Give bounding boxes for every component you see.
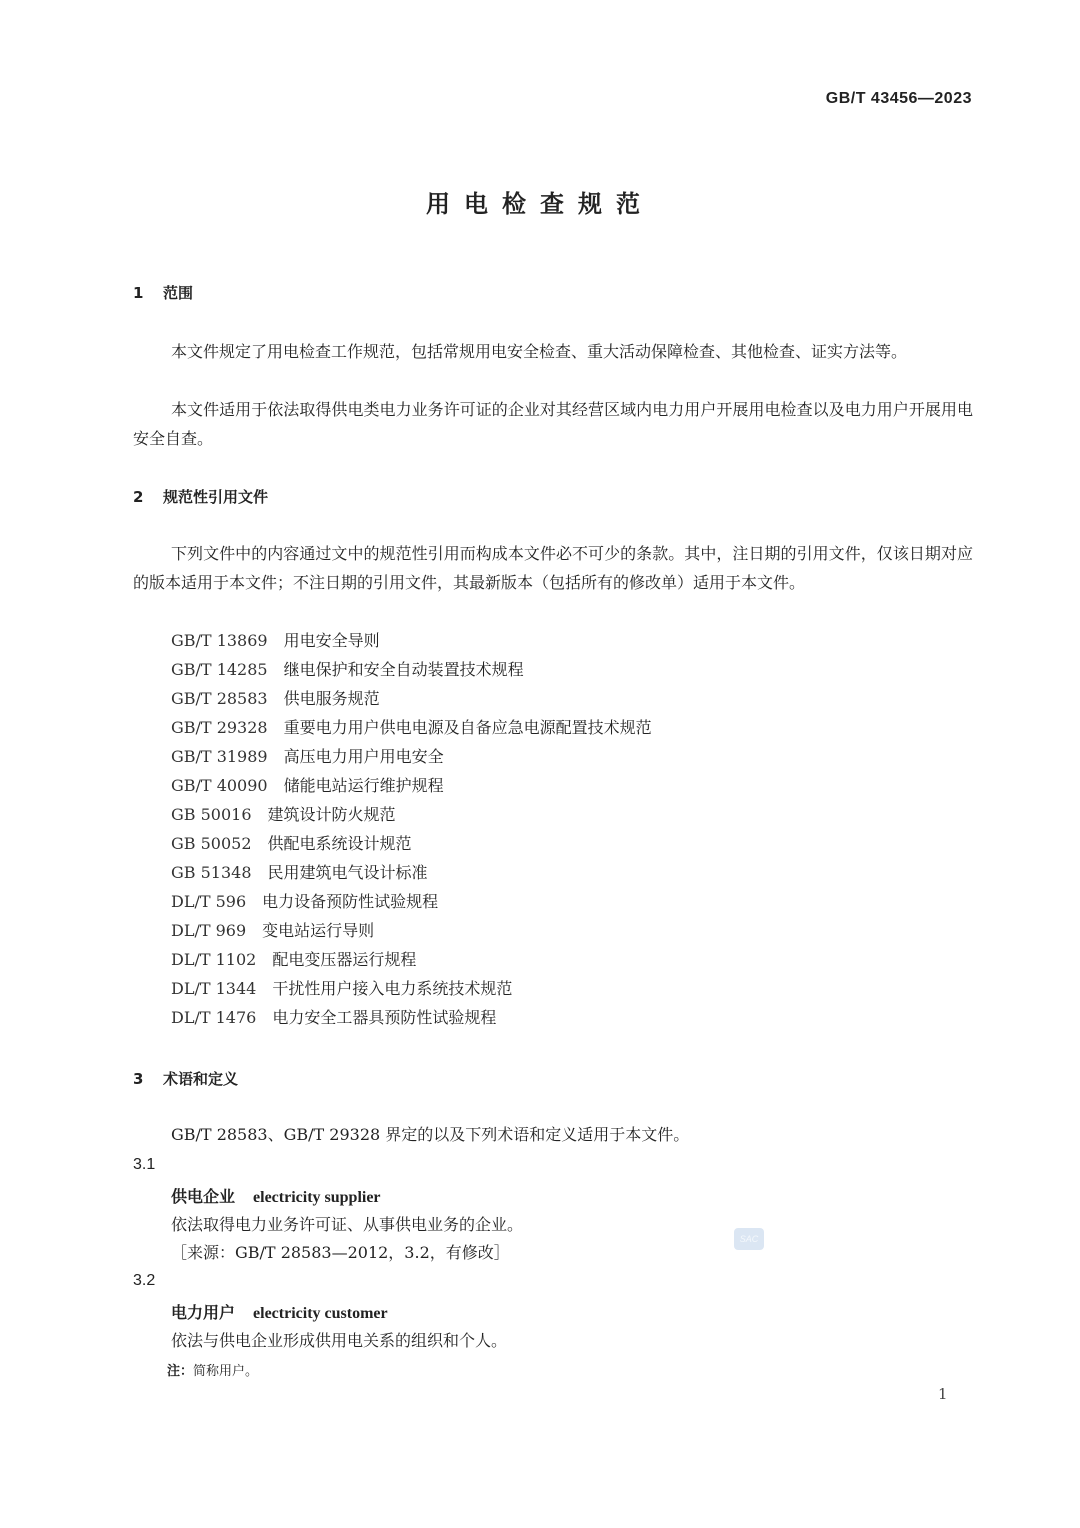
references-intro: 下列文件中的内容通过文中的规范性引用而构成本文件必不可少的条款。其中，注日期的引用文件，仅该日期对应的版本适用于本文件；不注日期的引用文件，其最新版本（包括所有的修改单）适用于本文件。 [133,544,973,592]
reference-code: GB/T 31989 [171,747,268,766]
section-title: 规范性引用文件 [163,488,269,506]
term-entry [171,1184,381,1207]
reference-item [171,655,652,684]
term-chinese: 电力用户 [171,1303,236,1322]
terms-intro: GB/T 28583、GB/T 29328 界定的以及下列术语和定义适用于本文件。 [171,1125,690,1144]
section-3-heading [133,1068,238,1089]
reference-item [171,858,652,887]
term-note [167,1360,258,1379]
reference-code: GB/T 29328 [171,718,268,737]
reference-item [171,800,652,829]
reference-title: 用电安全导则 [283,631,380,650]
term-definition: 依法与供电企业形成供用电关系的组织和个人。 [171,1331,508,1350]
sac-watermark: SAC [734,1228,764,1250]
clause-number: 3.2 [133,1272,156,1289]
term-english: electricity supplier [253,1189,381,1206]
reference-item [171,771,652,800]
reference-code: DL/T 969 [171,921,247,940]
reference-item [171,742,652,771]
document-title: 用电检查规范 [426,190,654,218]
reference-title: 供电服务规范 [283,689,380,708]
reference-code: GB/T 14285 [171,660,268,679]
reference-code: GB/T 28583 [171,689,268,708]
standard-code: GB/T 43456—2023 [825,90,972,107]
reference-item [171,713,652,742]
reference-item [171,1003,652,1032]
reference-title: 储能电站运行维护规程 [283,776,444,795]
section-title: 术语和定义 [163,1070,239,1088]
term-chinese: 供电企业 [171,1187,236,1206]
section-number: 3 [133,1070,144,1088]
reference-item [171,684,652,713]
reference-title: 重要电力用户供电电源及自备应急电源配置技术规范 [283,718,652,737]
reference-title: 供配电系统设计规范 [267,834,412,853]
term-source: ［来源：GB/T 28583—2012，3.2，有修改］ [171,1243,510,1262]
reference-item [171,916,652,945]
reference-code: GB/T 13869 [171,631,268,650]
reference-list [171,626,652,1032]
reference-code: GB 50016 [171,805,252,824]
reference-title: 高压电力用户用电安全 [283,747,444,766]
note-label: 注： [167,1364,194,1379]
term-definition: 依法取得电力业务许可证、从事供电业务的企业。 [171,1215,524,1234]
reference-code: DL/T 1476 [171,1008,257,1027]
reference-title: 电力安全工器具预防性试验规程 [272,1008,497,1027]
scope-paragraph-1: 本文件规定了用电检查工作规范，包括常规用电安全检查、重大活动保障检查、其他检查、证实方法等。 [171,342,908,361]
term-english: electricity customer [253,1305,388,1322]
reference-code: DL/T 596 [171,892,247,911]
reference-title: 建筑设计防火规范 [267,805,396,824]
reference-code: GB/T 40090 [171,776,268,795]
reference-code: DL/T 1102 [171,950,257,969]
reference-code: DL/T 1344 [171,979,257,998]
reference-title: 配电变压器运行规程 [272,950,417,969]
term-entry [171,1300,388,1323]
page-number: 1 [938,1385,948,1403]
section-1-heading [133,282,193,303]
reference-item [171,974,652,1003]
section-number: 1 [133,284,144,302]
reference-item [171,945,652,974]
scope-paragraph-2: 本文件适用于依法取得供电类电力业务许可证的企业对其经营区域内电力用户开展用电检查以及电力用户开展用电安全自查。 [133,400,973,448]
clause-number: 3.1 [133,1156,156,1173]
reference-title: 电力设备预防性试验规程 [262,892,439,911]
reference-code: GB 50052 [171,834,252,853]
reference-item [171,887,652,916]
reference-title: 民用建筑电气设计标准 [267,863,428,882]
reference-title: 变电站运行导则 [262,921,375,940]
reference-item [171,626,652,655]
section-title: 范围 [163,284,194,302]
note-text: 简称用户。 [193,1364,259,1379]
section-2-heading [133,486,268,507]
reference-item [171,829,652,858]
reference-code: GB 51348 [171,863,252,882]
reference-title: 干扰性用户接入电力系统技术规范 [272,979,513,998]
reference-title: 继电保护和安全自动装置技术规程 [283,660,524,679]
section-number: 2 [133,488,144,506]
